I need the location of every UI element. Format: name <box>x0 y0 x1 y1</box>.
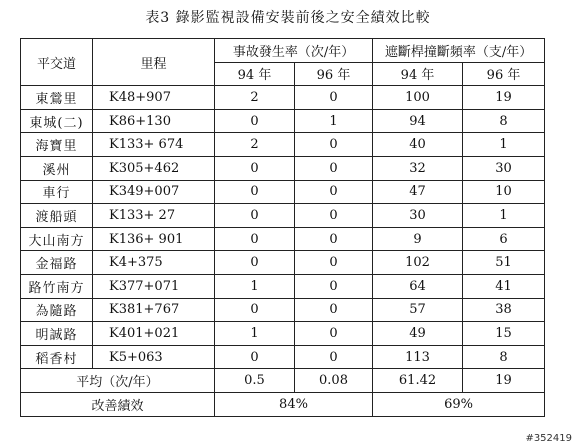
header-mileage: 里程 <box>93 39 215 86</box>
improvement-row <box>21 392 545 416</box>
breakage-94-cell: 113 <box>373 345 463 369</box>
accident-96-cell: 0 <box>295 274 373 298</box>
table-caption: 表3 錄影監視設備安裝前後之安全績效比較 <box>145 10 431 26</box>
mileage-cell: K48+907 <box>93 86 215 110</box>
breakage-94-cell: 102 <box>373 251 463 275</box>
accident-94-cell: 0 <box>215 298 295 322</box>
breakage-94-cell: 47 <box>373 180 463 204</box>
table-row <box>21 180 545 204</box>
accident-96-cell: 0 <box>295 133 373 157</box>
header-accident-96: 96 年 <box>295 62 373 86</box>
mileage-cell: K401+021 <box>93 322 215 346</box>
accident-94-cell: 0 <box>215 227 295 251</box>
average-accident-94: 0.5 <box>215 369 295 393</box>
breakage-96-cell: 30 <box>463 156 545 180</box>
average-breakage-94: 61.42 <box>373 369 463 393</box>
accident-94-cell: 0 <box>215 204 295 228</box>
breakage-96-cell: 38 <box>463 298 545 322</box>
mileage-cell: K133+ 674 <box>93 133 215 157</box>
breakage-94-cell: 57 <box>373 298 463 322</box>
accident-94-cell: 0 <box>215 109 295 133</box>
crossing-name: 東城(二) <box>21 109 93 133</box>
table-row <box>21 322 545 346</box>
breakage-96-cell: 19 <box>463 86 545 110</box>
accident-96-cell: 0 <box>295 86 373 110</box>
accident-94-cell: 0 <box>215 251 295 275</box>
header-breakage-94: 94 年 <box>373 62 463 86</box>
breakage-96-cell: 41 <box>463 274 545 298</box>
breakage-96-cell: 6 <box>463 227 545 251</box>
safety-performance-table <box>20 38 545 417</box>
table-row <box>21 86 545 110</box>
average-breakage-96: 19 <box>463 369 545 393</box>
improvement-label: 改善績效 <box>21 392 215 416</box>
header-breakage-96: 96 年 <box>463 62 545 86</box>
accident-96-cell: 0 <box>295 251 373 275</box>
improvement-breakage: 69% <box>373 392 545 416</box>
breakage-94-cell: 94 <box>373 109 463 133</box>
table-row <box>21 251 545 275</box>
crossing-name: 溪州 <box>21 156 93 180</box>
mileage-cell: K305+462 <box>93 156 215 180</box>
mileage-cell: K4+375 <box>93 251 215 275</box>
breakage-96-cell: 15 <box>463 322 545 346</box>
table-row <box>21 156 545 180</box>
table-row <box>21 204 545 228</box>
accident-96-cell: 0 <box>295 180 373 204</box>
header-accident-94: 94 年 <box>215 62 295 86</box>
mileage-cell: K377+071 <box>93 274 215 298</box>
crossing-name: 渡船頭 <box>21 204 93 228</box>
accident-94-cell: 2 <box>215 133 295 157</box>
accident-94-cell: 1 <box>215 274 295 298</box>
accident-94-cell: 2 <box>215 86 295 110</box>
mileage-cell: K136+ 901 <box>93 227 215 251</box>
crossing-name: 明誠路 <box>21 322 93 346</box>
mileage-cell: K349+007 <box>93 180 215 204</box>
header-intersection: 平交道 <box>21 39 93 86</box>
header-breakage-rate: 遮斷桿撞斷頻率（支/年） <box>373 39 545 63</box>
breakage-96-cell: 51 <box>463 251 545 275</box>
breakage-96-cell: 10 <box>463 180 545 204</box>
crossing-name: 大山南方 <box>21 227 93 251</box>
mileage-cell: K86+130 <box>93 109 215 133</box>
accident-94-cell: 0 <box>215 156 295 180</box>
breakage-96-cell: 8 <box>463 345 545 369</box>
table-body <box>21 86 545 369</box>
table-row <box>21 133 545 157</box>
accident-96-cell: 0 <box>295 227 373 251</box>
breakage-94-cell: 32 <box>373 156 463 180</box>
crossing-name: 東鶯里 <box>21 86 93 110</box>
mileage-cell: K133+ 27 <box>93 204 215 228</box>
crossing-name: 為隨路 <box>21 298 93 322</box>
accident-96-cell: 0 <box>295 298 373 322</box>
table-row <box>21 109 545 133</box>
crossing-name: 海寶里 <box>21 133 93 157</box>
accident-96-cell: 1 <box>295 109 373 133</box>
breakage-94-cell: 9 <box>373 227 463 251</box>
accident-96-cell: 0 <box>295 156 373 180</box>
table-row <box>21 227 545 251</box>
breakage-94-cell: 30 <box>373 204 463 228</box>
image-id-label: #352419 <box>525 433 572 444</box>
table-row <box>21 345 545 369</box>
average-accident-96: 0.08 <box>295 369 373 393</box>
header-accident-rate: 事故發生率（次/年） <box>215 39 373 63</box>
mileage-cell: K381+767 <box>93 298 215 322</box>
crossing-name: 路竹南方 <box>21 274 93 298</box>
accident-94-cell: 0 <box>215 180 295 204</box>
accident-96-cell: 0 <box>295 204 373 228</box>
crossing-name: 稻香村 <box>21 345 93 369</box>
breakage-96-cell: 1 <box>463 133 545 157</box>
mileage-cell: K5+063 <box>93 345 215 369</box>
breakage-94-cell: 40 <box>373 133 463 157</box>
crossing-name: 金福路 <box>21 251 93 275</box>
breakage-94-cell: 49 <box>373 322 463 346</box>
breakage-96-cell: 1 <box>463 204 545 228</box>
accident-94-cell: 0 <box>215 345 295 369</box>
breakage-94-cell: 64 <box>373 274 463 298</box>
crossing-name: 車行 <box>21 180 93 204</box>
average-row <box>21 369 545 393</box>
header-row-top <box>21 39 545 63</box>
table-row <box>21 274 545 298</box>
breakage-96-cell: 8 <box>463 109 545 133</box>
improvement-accident: 84% <box>215 392 373 416</box>
accident-96-cell: 0 <box>295 345 373 369</box>
accident-94-cell: 1 <box>215 322 295 346</box>
average-label: 平均（次/年） <box>21 369 215 393</box>
accident-96-cell: 0 <box>295 322 373 346</box>
breakage-94-cell: 100 <box>373 86 463 110</box>
table-row <box>21 298 545 322</box>
